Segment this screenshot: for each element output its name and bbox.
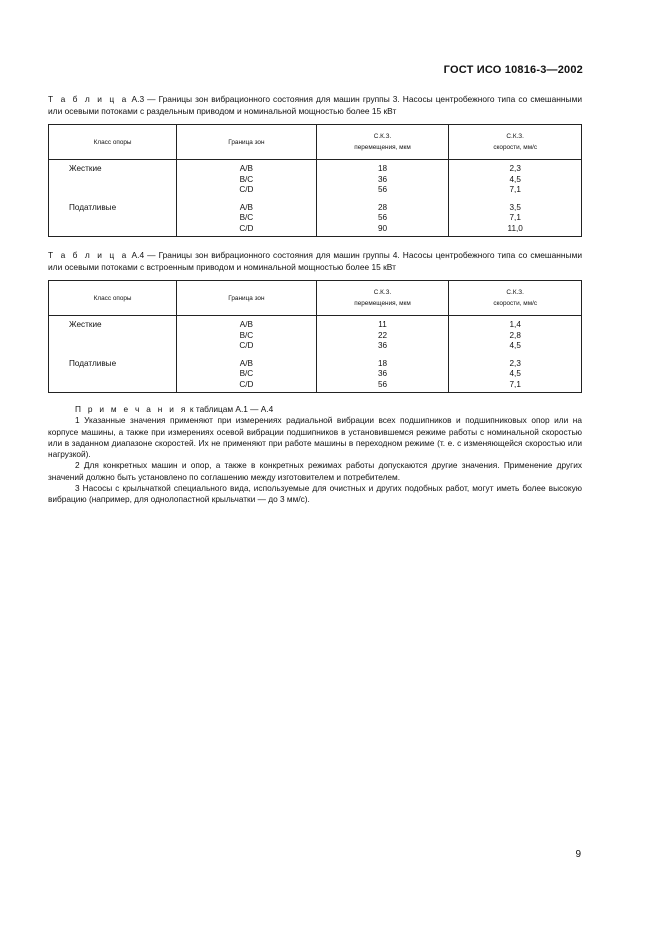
zone-value: B/C: [239, 174, 254, 184]
zone-value: C/D: [239, 379, 254, 389]
vel-value: 11,0: [507, 223, 523, 233]
caption-text: А.4 — Границы зон вибрационного состояния для машин группы 4. Насосы центробежного типа со смешанными или осевыми потоками с встроенным приводом и номинальной мощностью более 15 кВт: [48, 250, 582, 272]
zone-value: C/D: [239, 223, 254, 233]
disp-value: 36: [377, 369, 388, 378]
note-item: 1 Указанные значения применяют при измерениях радиальной вибрации всех подшипников и подшипниковых опор или на корпусе машины, а также при измерениях осевой вибрации подшипников в установившемся режиме работы с номинальной скоростью или в заданном диапазоне скоростей. Их не применяют при работе машины в переходном режиме (т. е. с изменяющейся скоростью или нагрузкой).: [48, 415, 582, 460]
table-row: [49, 196, 582, 237]
header-line: С.К.З.: [506, 133, 524, 140]
zone-value: C/D: [239, 185, 254, 194]
disp-value: 11: [378, 320, 387, 329]
vel-value: 1,4: [509, 320, 521, 329]
zones-cell: [177, 196, 316, 237]
header-zone-boundary: Граница зон: [177, 281, 316, 316]
vel-value: 7,1: [509, 213, 521, 222]
zone-value: B/C: [239, 330, 254, 340]
zone-value: B/C: [239, 369, 254, 378]
notes-title-suffix: к таблицам А.1 — А.4: [187, 404, 274, 414]
header-line: скорости, мм/с: [493, 300, 538, 307]
table-a4: [48, 280, 582, 393]
zones-cell: [177, 352, 316, 393]
header-line: С.К.З.: [506, 289, 524, 296]
disp-value: 90: [377, 223, 388, 233]
caption-text: А.3 — Границы зон вибрационного состояния для машин группы 3. Насосы центробежного типа со смешанными или осевыми потоками с раздельным приводом и номинальной мощностью более 15 кВт: [48, 94, 582, 116]
disp-value: 18: [377, 164, 388, 173]
zone-value: A/B: [239, 164, 253, 173]
table-header-row: [49, 281, 582, 316]
notes-title: П р и м е ч а н и я: [75, 404, 188, 414]
table-row: [49, 352, 582, 393]
displacement-cell: [316, 352, 449, 393]
vel-value: 4,5: [509, 369, 521, 378]
disp-value: 36: [377, 174, 388, 184]
disp-value: 22: [377, 330, 388, 340]
disp-value: 28: [377, 202, 388, 212]
notes-section: [48, 404, 582, 506]
vel-value: 2,8: [509, 330, 521, 340]
vel-value: 7,1: [509, 379, 521, 389]
note-item: 3 Насосы с крыльчаткой специального вида, используемые для очистных и других подобных работ, могут иметь более высокую вибрацию (например, для однолопастной крыльчатки — до 3 мм/с).: [48, 483, 582, 505]
vel-value: 4,5: [509, 174, 521, 184]
disp-value: 56: [377, 185, 388, 194]
table-row: [49, 160, 582, 196]
header-line: перемещения, мкм: [354, 144, 411, 151]
notes-heading: [48, 404, 582, 415]
header-support-class: Класс опоры: [49, 125, 177, 160]
vel-value: 4,5: [509, 341, 521, 350]
zone-value: B/C: [239, 213, 254, 222]
table-a4-caption: [48, 250, 582, 273]
velocity-cell: [449, 160, 582, 196]
header-zone-boundary: Граница зон: [177, 125, 316, 160]
header-velocity: [449, 281, 582, 316]
zone-value: A/B: [239, 358, 253, 368]
page-number: 9: [575, 849, 581, 860]
header-velocity: [449, 125, 582, 160]
header-line: С.К.З.: [373, 133, 392, 140]
velocity-cell: [449, 352, 582, 393]
table-header-row: [49, 125, 582, 160]
support-class-cell: Податливые: [49, 196, 177, 237]
disp-value: 56: [377, 213, 388, 222]
header-displacement: [316, 281, 449, 316]
vel-value: 3,5: [509, 202, 521, 212]
table-label: Т а б л и ц а: [48, 94, 129, 104]
support-class-cell: Податливые: [49, 352, 177, 393]
zones-cell: [177, 160, 316, 196]
zone-value: A/B: [239, 320, 253, 329]
header-line: С.К.З.: [373, 289, 392, 296]
header-displacement: [316, 125, 449, 160]
zone-value: C/D: [239, 341, 254, 350]
header-line: перемещения, мкм: [354, 300, 411, 307]
vel-value: 2,3: [509, 358, 521, 368]
header-support-class: Класс опоры: [49, 281, 177, 316]
vel-value: 7,1: [509, 185, 521, 194]
zone-value: A/B: [239, 202, 253, 212]
table-row: [49, 316, 582, 352]
disp-value: 18: [377, 358, 388, 368]
zones-cell: [177, 316, 316, 352]
support-class-cell: Жесткие: [49, 160, 177, 196]
displacement-cell: [316, 316, 449, 352]
note-item: 2 Для конкретных машин и опор, а также в конкретных режимах работы допускаются другие значения. Применение других значений должно быть установлено по соглашению между изготовителем и потребителем.: [48, 460, 582, 482]
velocity-cell: [449, 196, 582, 237]
disp-value: 36: [377, 341, 388, 350]
table-a3: [48, 124, 582, 237]
velocity-cell: [449, 316, 582, 352]
vel-value: 2,3: [509, 164, 521, 173]
table-a3-caption: [48, 94, 582, 117]
support-class-cell: Жесткие: [49, 316, 177, 352]
table-label: Т а б л и ц а: [48, 250, 129, 260]
displacement-cell: [316, 196, 449, 237]
header-line: скорости, мм/с: [493, 144, 538, 151]
displacement-cell: [316, 160, 449, 196]
document-id: ГОСТ ИСО 10816-3—2002: [443, 64, 583, 76]
disp-value: 56: [377, 379, 388, 389]
